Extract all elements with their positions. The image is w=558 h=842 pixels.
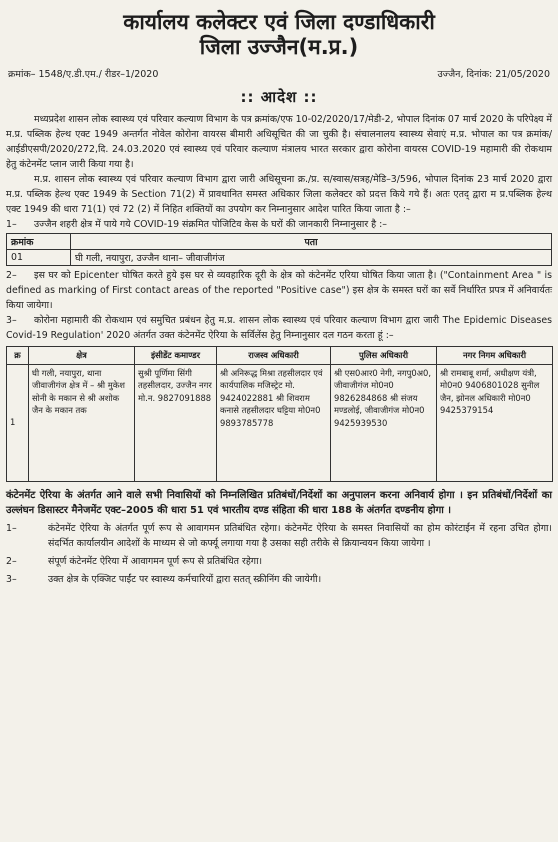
address-serial: 01: [7, 250, 71, 266]
paragraph-3: [6, 217, 552, 232]
restriction-3-number: 3–: [6, 573, 17, 585]
restriction-1-text: कंटेनमेंट ऐरिया के अंतर्गत पूर्ण रूप से आवागमन प्रतिबंधित रहेगा। कंटेनमेंट ऐरिया के समस्त निवासियों का होम कोरंटाईन में रहना उचित होगा। संदर्भित कार्यालयीन आदेशों के माध्यम से जो कर्फ्यू लगाया गया है उसका सही तरीके से क्रियान्वयन किया जायेगा ।: [48, 522, 552, 549]
paragraph-4: [6, 268, 552, 313]
address-col-serial: क्रमांक: [7, 234, 71, 250]
restriction-intro: कंटेनमेंट ऐरिया के अंतर्गत आने वाले सभी निवासियों को निम्नलिखित प्रतिबंधों/निर्देशों का अनुपालन करना अनिवार्य होगा । इन प्रतिबंधों/निर्देशों का उल्लंघन डिसास्टर मैनेजमेंट एक्ट–2005 की धारा 51 एवं भारतीय दण्ड संहिता की धारा 188 के अंतर्गत दण्डनीय होगा ।: [6, 489, 552, 516]
surveillance-team-table: [6, 346, 553, 482]
team-table-header: [7, 347, 553, 365]
team-revenue-officer: श्री अनिरूद्ध मिश्रा तहसीलदार एवं कार्यपालिक मजिस्ट्रेट मो. 9424022881 श्री शिवराम कनासे तहसीलदार घट्टिया मो0न0 9893785778: [217, 364, 331, 481]
team-police-officer: श्री एस0आर0 नेगी, नगपु0अ0, जीवाजीगंज मो0न0 9826284868 श्री संजय मण्डलोई, जीवाजीगंज मो0न0 9425939530: [331, 364, 437, 481]
address-value: घी गली, नयापुरा, उज्जैन थाना– जीवाजीगंज: [71, 250, 552, 266]
paragraph-4-text: इस घर को Epicenter घोषित करते हुये इस घर से व्यवहारिक दूरी के क्षेत्र को कंटेनमेंट एरिया घोषित किया जाता है। ("Containment Area " is defined as marking of First contact areas of the reported "Positive case") इस क्षेत्र के समस्त घरों का सर्वे निर्धारित प्रपत्र में अनिवार्यतः किया जायेगा।: [6, 270, 552, 311]
address-table: [6, 233, 552, 266]
list-item: [6, 554, 552, 569]
order-title: :: आदेश ::: [240, 88, 318, 106]
team-incident-commander: सुश्री पूर्णिमा सिंगी तहसीलदार, उज्जैन नगर मो.न. 9827091888: [135, 364, 217, 481]
table-row: [7, 250, 552, 266]
order-document: [0, 10, 558, 842]
address-table-header: [7, 234, 552, 250]
paragraph-3-text: उज्जैन शहरी क्षेत्र में पाये गये COVID-19 संक्रमित पोजिटिव केस के घरों की जानकारी निम्नानुसार है :–: [34, 219, 387, 230]
list-item: [6, 521, 552, 551]
team-col-serial: क्र: [7, 347, 29, 365]
restriction-3-text: उक्त क्षेत्र के एक्जिट पाईंट पर स्वास्थ्य कर्मचारियों द्वारा सतत् स्क्रीनिंग की जायेगी।: [48, 573, 322, 585]
paragraph-5-number: 3–: [6, 315, 17, 326]
paragraph-3-number: 1–: [6, 219, 17, 230]
reference-line: [6, 67, 552, 80]
restriction-2-text: संपूर्ण कंटेनमेंट ऐरिया में आवागमन पूर्ण रूप से प्रतिबंधित रहेगा।: [48, 555, 263, 567]
office-title: कार्यालय कलेक्टर एवं जिला दण्डाधिकारी: [123, 10, 435, 34]
restriction-1-number: 1–: [6, 522, 17, 534]
place-date: उज्जैन, दिनांक: 21/05/2020: [437, 69, 550, 80]
table-row: [7, 364, 553, 481]
paragraph-5-text: कोरोना महामारी की रोकथाम एवं समुचित प्रबंधन हेतु म.प्र. शासन लोक स्वास्थ्य एवं परिवार कल्याण विभाग द्वारा जारी The Epidemic Diseases Covid-19 Regulation' 2020 अंतर्गत उक्त कंटेनमेंट ऐरिया के सर्विलेंस हेतु निम्नानुसार दल गठन करता हूं :–: [6, 315, 552, 341]
team-area: घी गली, नयापुरा, थाना जीवाजीगंज क्षेत्र में – श्री मुकेश सोनी के मकान से श्री अशोक जैन के मकान तक: [29, 364, 135, 481]
reference-number: क्रमांक– 1548/ए.डी.एम./ रीडर–1/2020: [8, 69, 159, 80]
team-col-revenue-officer: राजस्व अधिकारी: [217, 347, 331, 365]
district-title: जिला उज्जैन(म.प्र.): [199, 35, 359, 59]
paragraph-1: मध्यप्रदेश शासन लोक स्वास्थ्य एवं परिवार कल्याण विभाग के पत्र क्रमांक/एफ 10-02/2020/17/मेडी-2, भोपाल दिनांक 07 मार्च 2020 के परिपेक्ष्य में म.प्र. पब्लिक हेल्थ एक्ट 1949 अन्तर्गत नोवेल कोरोना वायरस बीमारी अधिसूचित की जा चुकी है। संचालनालय स्वास्थ्य सेवाएं म.प्र. भोपाल का पत्र क्रमांक/आईडीएसपी/2020/272,दि. 24.03.2020 एवं स्वास्थ्य एवं परिवार कल्याण मंत्रालय भारत सरकार द्वारा कोरोना वायरस COVID-19 महामारी की रोकथाम हेतु कंटेनमेंट प्लान जारी किया गया है।: [6, 114, 552, 170]
paragraph-2: म.प्र. शासन लोक स्वास्थ्य एवं परिवार कल्याण विभाग द्वारा जारी अधिसूचना क्र./प्र. स/स्वास/सत्रह/मेडि–3/596, भोपाल दिनांक 23 मार्च 2020 द्वारा म.प्र. पब्लिक हेल्थ एक्ट 1949 के Section 71(2) में प्रावधानित समस्त अधिकार जिला कलेक्टर को प्रदत्त किये गये हैं। अतः एतद् द्वारा म प्र.पब्लिक हेल्थ एक्ट 1949 की धारा 71(1) एवं 72 (2) में निहित शक्तियों का उपयोग कर निम्नानुसार आदेश पारित किया जाता है :–: [6, 174, 552, 215]
team-serial: 1: [7, 364, 29, 481]
team-col-municipal-officer: नगर निगम अधिकारी: [437, 347, 553, 365]
team-col-police-officer: पुलिस अधिकारी: [331, 347, 437, 365]
paragraph-4-number: 2–: [6, 270, 17, 281]
team-municipal-officer: श्री रामबाबू शर्मा, अधीक्षण यंत्री, मो0न0 9406801028 सुनील जैन, झोनल अधिकारी मो0न0 9425379154: [437, 364, 553, 481]
team-col-area: क्षेत्र: [29, 347, 135, 365]
list-item: [6, 572, 552, 587]
paragraph-5: [6, 313, 552, 343]
restriction-2-number: 2–: [6, 555, 17, 567]
address-col-address: पता: [71, 234, 552, 250]
team-col-incident-commander: इंसीडेंट कमाण्डर: [135, 347, 217, 365]
